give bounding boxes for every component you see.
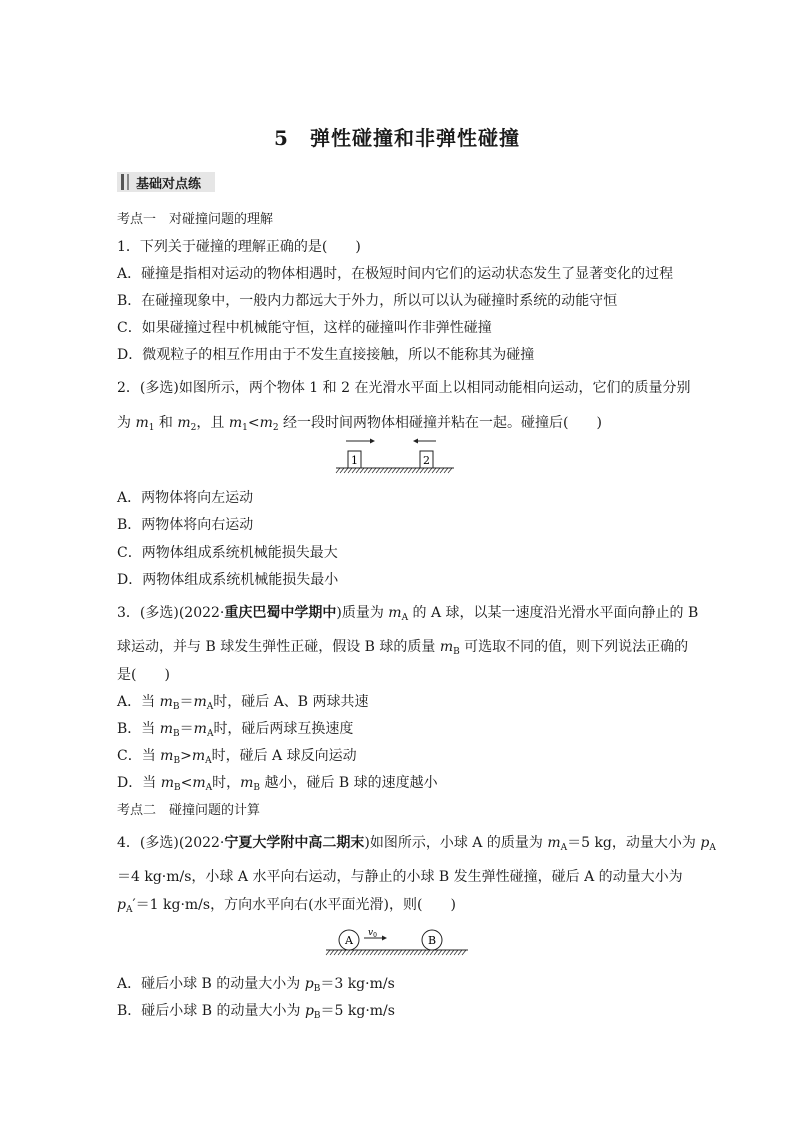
q3-line-2: 球运动，并与 B 球发生弹性正碰，假设 B 球的质量 $m_B$ 可选取不同的值，则下列说法正确的 (117, 639, 689, 657)
section-tag (117, 172, 215, 192)
q2-option-a: A．两物体将向左运动 (117, 490, 254, 506)
q4-line-1: 4．(多选)(2022·宁夏大学附中高二期末)如图所示，小球 A 的质量为 $m_A=5$ kg，动量大小为 $p_A$ (117, 835, 716, 853)
tag-bar-icon (121, 174, 124, 190)
ball-b-label: B (427, 934, 437, 947)
q1-option-c: C．如果碰撞过程中机械能守恒，这样的碰撞叫作非弹性碰撞 (117, 320, 492, 336)
q2-option-b: B．两物体将向右运动 (117, 517, 254, 533)
q3-option-b: B．当 $m_B=m_A$时，碰后两球互换速度 (117, 721, 354, 739)
q3-option-a: A．当 $m_B=m_A$时，碰后 A、B 两球共速 (117, 694, 369, 712)
q1-stem: 1．下列关于碰撞的理解正确的是( ) (117, 239, 361, 255)
section-heading-1: 考点一 对碰撞问题的理解 (117, 212, 274, 227)
q4-line-3: $p_A'=1$ kg·m/s，方向水平向右(水平面光滑)，则( ) (117, 897, 456, 915)
q3-source: 重庆巴蜀中学期中 (224, 605, 337, 621)
q2-line-2: 为 $m_1$ 和 $m_2$，且 $m_1<m_2$ 经一段时间两物体相碰撞并粘在一起。碰撞后( ) (117, 415, 602, 433)
q1-option-b: B．在碰撞现象中，一般内力都远大于外力，所以可以认为碰撞时系统的动能守恒 (117, 293, 618, 309)
q3-line-1: 3．(多选)(2022·重庆巴蜀中学期中)质量为 $m_A$ 的 A 球，以某一速度沿光滑水平面向静止的 B (117, 605, 699, 623)
block-2-label: 2 (423, 454, 430, 467)
q2-option-d: D．两物体组成系统机械能损失最小 (117, 572, 339, 588)
q1-option-a: A．碰撞是指相对运动的物体相遇时，在极短时间内它们的运动状态发生了显著变化的过程 (117, 266, 674, 282)
q2-figure (330, 436, 460, 478)
q1-option-d: D．微观粒子的相互作用由于不发生直接接触，所以不能称其为碰撞 (117, 347, 535, 363)
q4-figure (322, 925, 472, 961)
arrow-right-icon (346, 439, 375, 444)
velocity-label: $v_0$ (368, 928, 377, 939)
ball-a-label: A (345, 934, 353, 947)
ground-hatch (326, 950, 466, 955)
q4-line-2: ＝4 kg·m/s，小球 A 水平向右运动，与静止的小球 B 发生弹性碰撞，碰后 A 的动量大小为 (117, 869, 683, 885)
q4-option-b: B．碰后小球 B 的动量大小为 $p_B=5$ kg·m/s (117, 1003, 395, 1021)
page-title: 5 弹性碰撞和非弹性碰撞 (274, 126, 520, 150)
section-heading-2: 考点二 碰撞问题的计算 (117, 803, 261, 818)
q4-source: 宁夏大学附中高二期末 (224, 835, 365, 851)
arrow-left-icon (413, 439, 436, 444)
q4-option-a: A．碰后小球 B 的动量大小为 $p_B=3$ kg·m/s (117, 976, 395, 994)
q3-option-c: C．当 $m_B>m_A$时，碰后 A 球反向运动 (117, 748, 357, 766)
ground-hatch (336, 468, 452, 473)
q2-option-c: C．两物体组成系统机械能损失最大 (117, 545, 338, 561)
q3-option-d: D．当 $m_B<m_A$时，$m_B$ 越小，碰后 B 球的速度越小 (117, 775, 438, 793)
tag-bar-icon (127, 174, 129, 190)
q2-line-1: 2．(多选)如图所示，两个物体 1 和 2 在光滑水平面上以相同动能相向运动，它们的质量分别 (117, 380, 691, 396)
block-1-label: 1 (351, 454, 358, 467)
section-tag-label: 基础对点练 (136, 177, 202, 192)
q3-line-3: 是( ) (117, 667, 170, 683)
